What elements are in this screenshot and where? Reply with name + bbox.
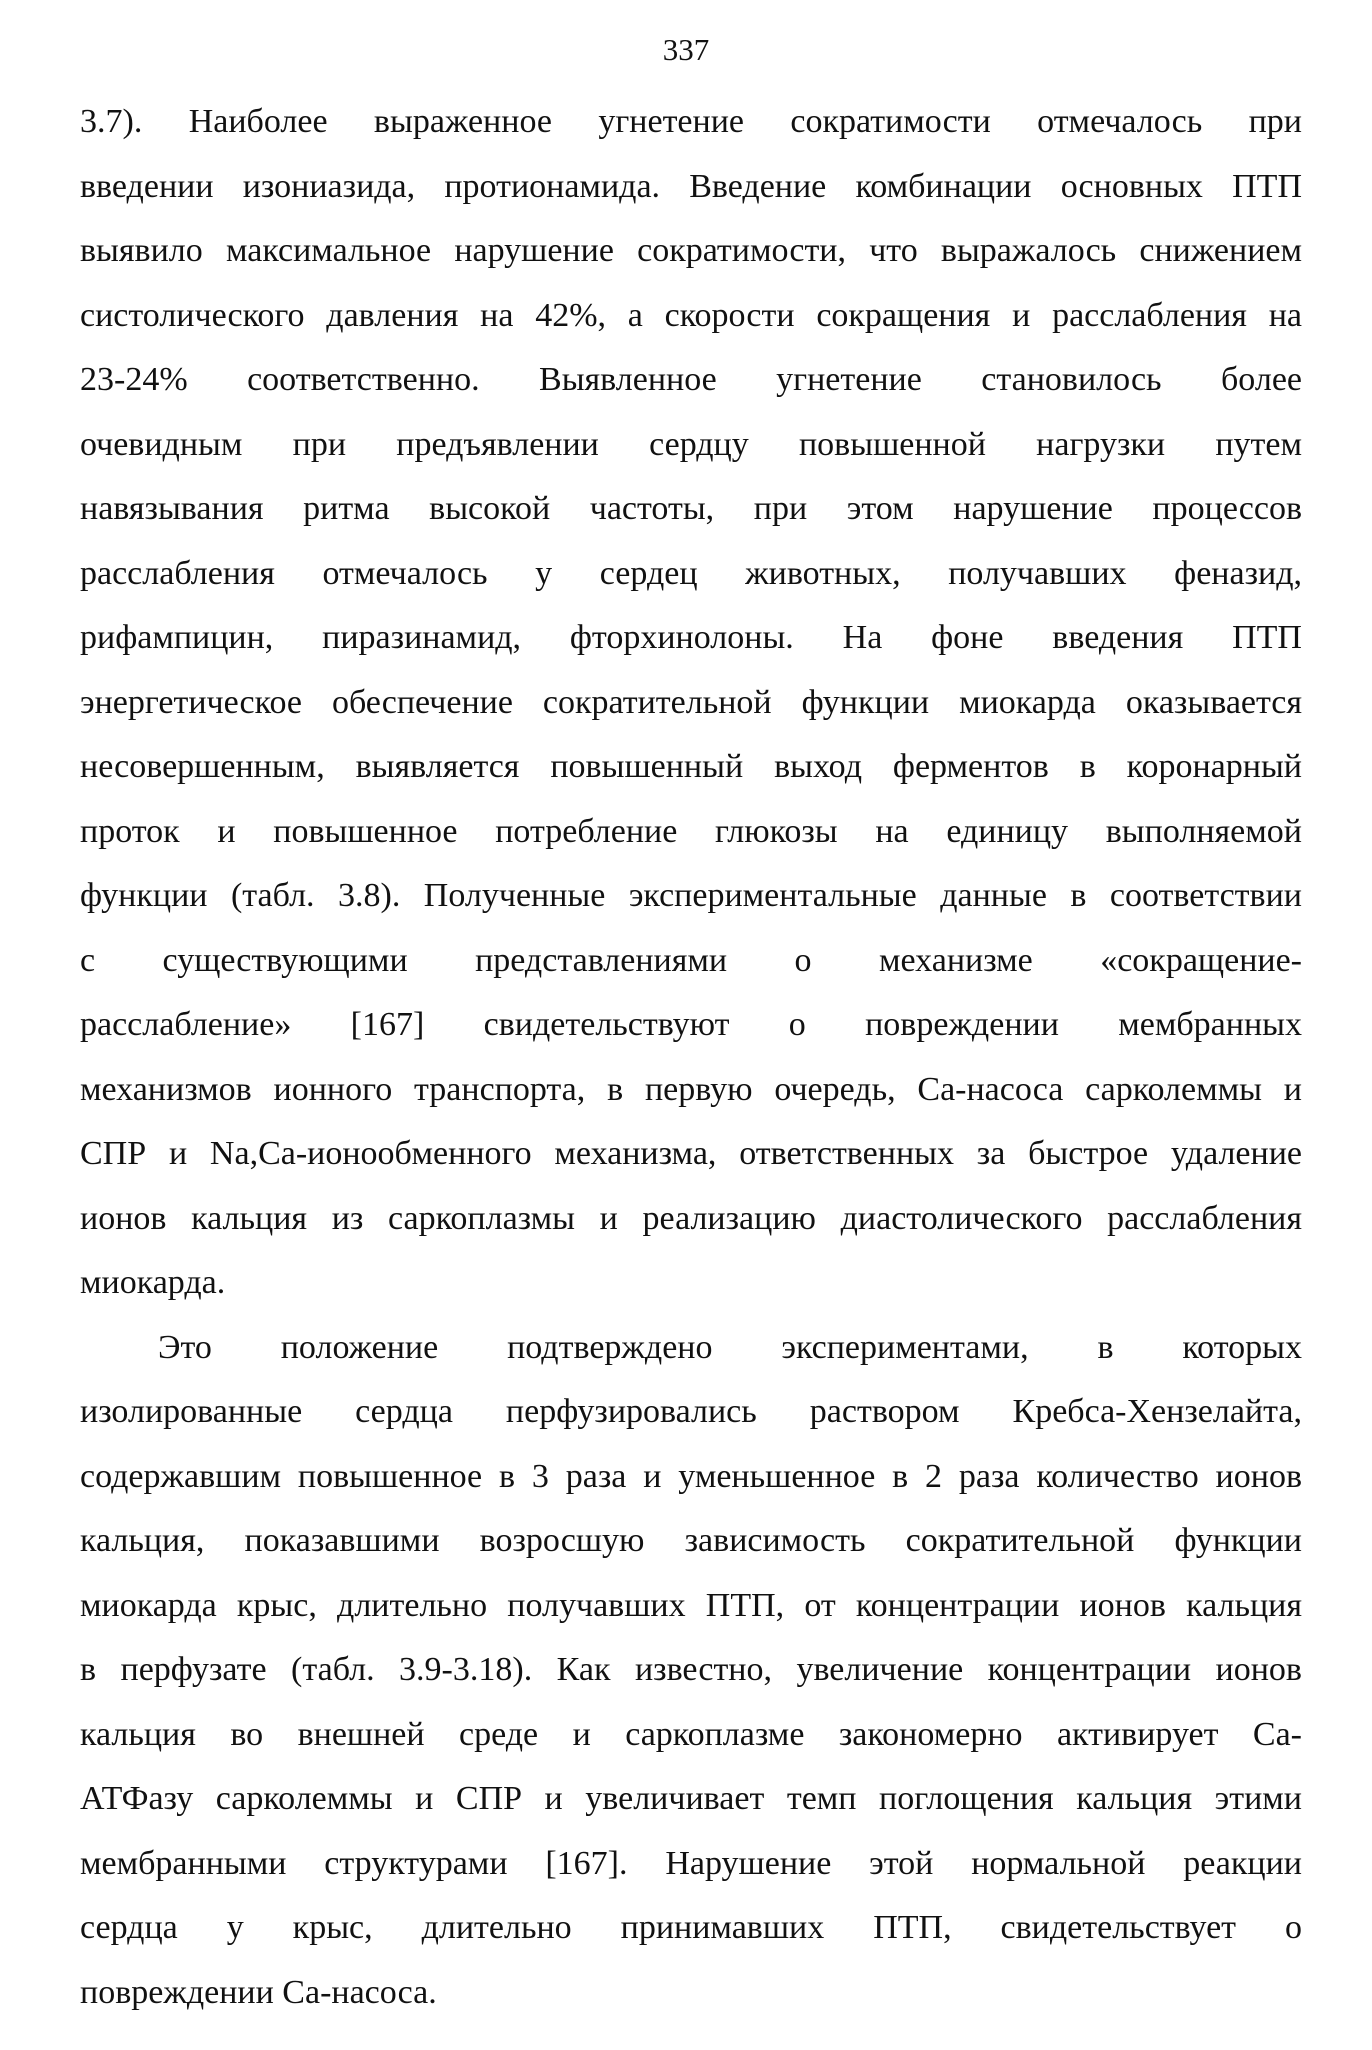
text-line: энергетическое обеспечение сократительной функции миокарда оказывается (80, 683, 1302, 721)
text-line: выявило максимальное нарушение сократимости, что выражалось снижением (80, 232, 1302, 269)
text-line: расслабление» [167] свидетельствуют о повреждении мембранных (80, 1006, 1302, 1043)
text-line: ионов кальция из саркоплазмы и реализацию диастолического расслабления (80, 1199, 1302, 1237)
text-line: сердца у крыс, длительно принимавших ПТП, свидетельствует о (80, 1909, 1302, 1946)
text-line: 3.7). Наиболее выраженное угнетение сократимости отмечалось при (80, 103, 1302, 140)
text-line: СПР и Na,Са-ионообменного механизма, ответственных за быстрое удаление (80, 1135, 1302, 1172)
body-text (80, 90, 1302, 2025)
text-line: кальция, показавшими возросшую зависимость сократительной функции (80, 1522, 1302, 1559)
text-line: мембранными структурами [167]. Нарушение этой нормальной реакции (80, 1844, 1302, 1882)
text-line: содержавшим повышенное в 3 раза и уменьшенное в 2 раза количество ионов (80, 1457, 1302, 1495)
text-line: Это положение подтверждено экспериментами, в которых (158, 1328, 1302, 1366)
paragraph (80, 90, 1302, 1316)
text-line: систолического давления на 42%, а скорости сокращения и расслабления на (80, 296, 1302, 334)
text-line: функции (табл. 3.8). Полученные экспериментальные данные в соответствии (80, 877, 1302, 914)
text-line: 23-24% соответственно. Выявленное угнетение становилось более (80, 361, 1302, 398)
text-line: АТФазу сарколеммы и СПР и увеличивает темп поглощения кальция этими (80, 1780, 1302, 1817)
text-line: очевидным при предъявлении сердцу повышенной нагрузки путем (80, 425, 1302, 463)
text-line: расслабления отмечалось у сердец животных, получавших феназид, (80, 554, 1302, 592)
text-line: навязывания ритма высокой частоты, при этом нарушение процессов (80, 490, 1302, 527)
text-line: кальция во внешней среде и саркоплазме закономерно активирует Са- (80, 1715, 1302, 1753)
text-line: введении изониазида, протионамида. Введение комбинации основных ПТП (80, 167, 1302, 205)
text-line: проток и повышенное потребление глюкозы на единицу выполняемой (80, 812, 1302, 850)
page-number: 337 (662, 32, 710, 67)
text-line: миокарда крыс, длительно получавших ПТП, от концентрации ионов кальция (80, 1586, 1302, 1624)
text-line: рифампицин, пиразинамид, фторхинолоны. На фоне введения ПТП (80, 619, 1302, 656)
text-line: с существующими представлениями о механизме «сокращение- (80, 941, 1302, 979)
text-line: в перфузате (табл. 3.9-3.18). Как известно, увеличение концентрации ионов (80, 1651, 1302, 1688)
paragraph (80, 1316, 1302, 2026)
text-line: механизмов ионного транспорта, в первую очередь, Са-насоса сарколеммы и (80, 1070, 1302, 1108)
text-line: несовершенным, выявляется повышенный выход ферментов в коронарный (80, 748, 1302, 785)
text-line: изолированные сердца перфузировались раствором Кребса-Хензелайта, (80, 1393, 1302, 1430)
text-line: миокарда. (80, 1264, 226, 1301)
text-line: повреждении Са-насоса. (80, 1973, 437, 2011)
